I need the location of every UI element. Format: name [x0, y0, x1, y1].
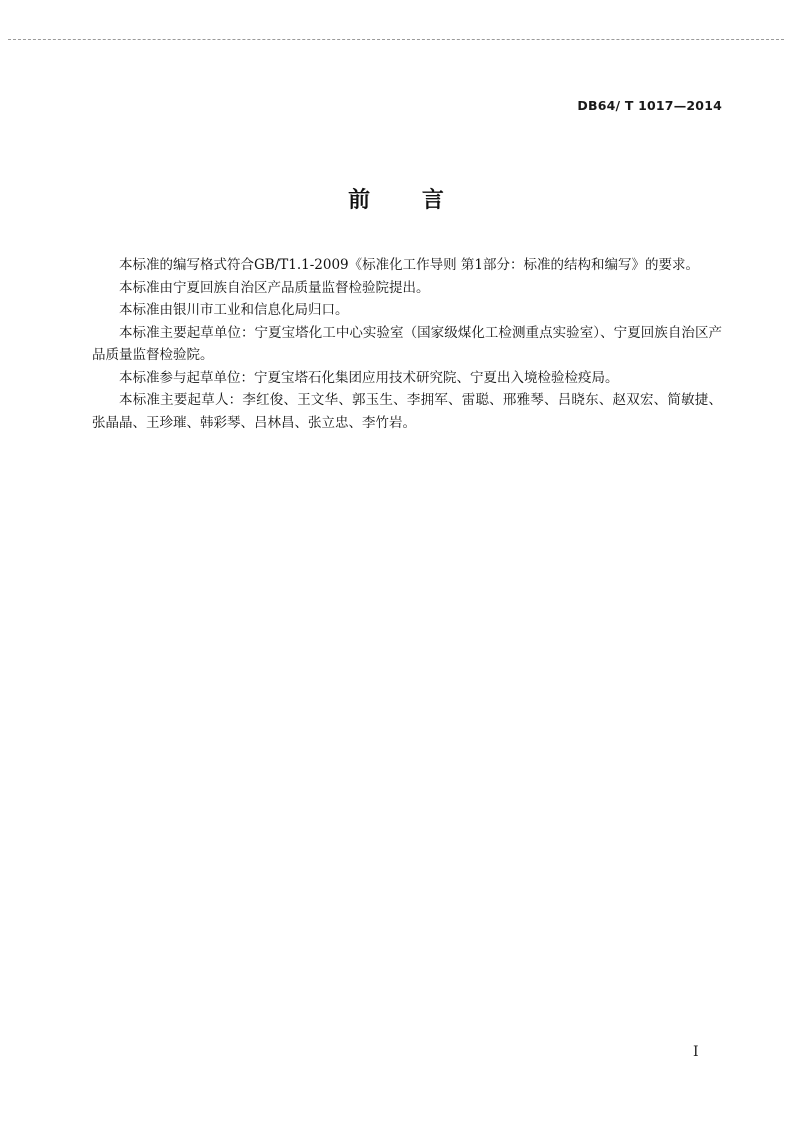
document-code: DB64/ T 1017—2014	[577, 98, 722, 113]
preface-paragraph-administrator: 本标准由银川市工业和信息化局归口。	[119, 302, 349, 318]
scan-edge-rule	[8, 39, 784, 40]
preface-paragraph-proposer: 本标准由宁夏回族自治区产品质量监督检验院提出。	[119, 279, 430, 296]
preface-paragraph-format: 本标准的编写格式符合GB/T1.1-2009《标准化工作导则 第1部分：标准的结构和编写》的要求。	[119, 257, 700, 273]
preface-paragraph-main-drafting-units: 本标准主要起草单位：宁夏宝塔化工中心实验室（国家级煤化工检测重点实验室）、宁夏回族自治区产品质量监督检验院。	[92, 324, 722, 363]
preface-paragraph-participating-units: 本标准参与起草单位：宁夏宝塔石化集团应用技术研究院、宁夏出入境检验检疫局。	[119, 369, 619, 386]
preface-body	[92, 254, 722, 434]
page-number: I	[693, 1044, 699, 1060]
preface-paragraph-drafters: 本标准主要起草人：李红俊、王文华、郭玉生、李拥军、雷聪、邢雅琴、吕晓东、赵双宏、简敏捷、张晶晶、王珍璀、韩彩琴、吕林昌、张立忠、李竹岩。	[92, 392, 722, 431]
page-title: 前 言	[348, 188, 444, 213]
